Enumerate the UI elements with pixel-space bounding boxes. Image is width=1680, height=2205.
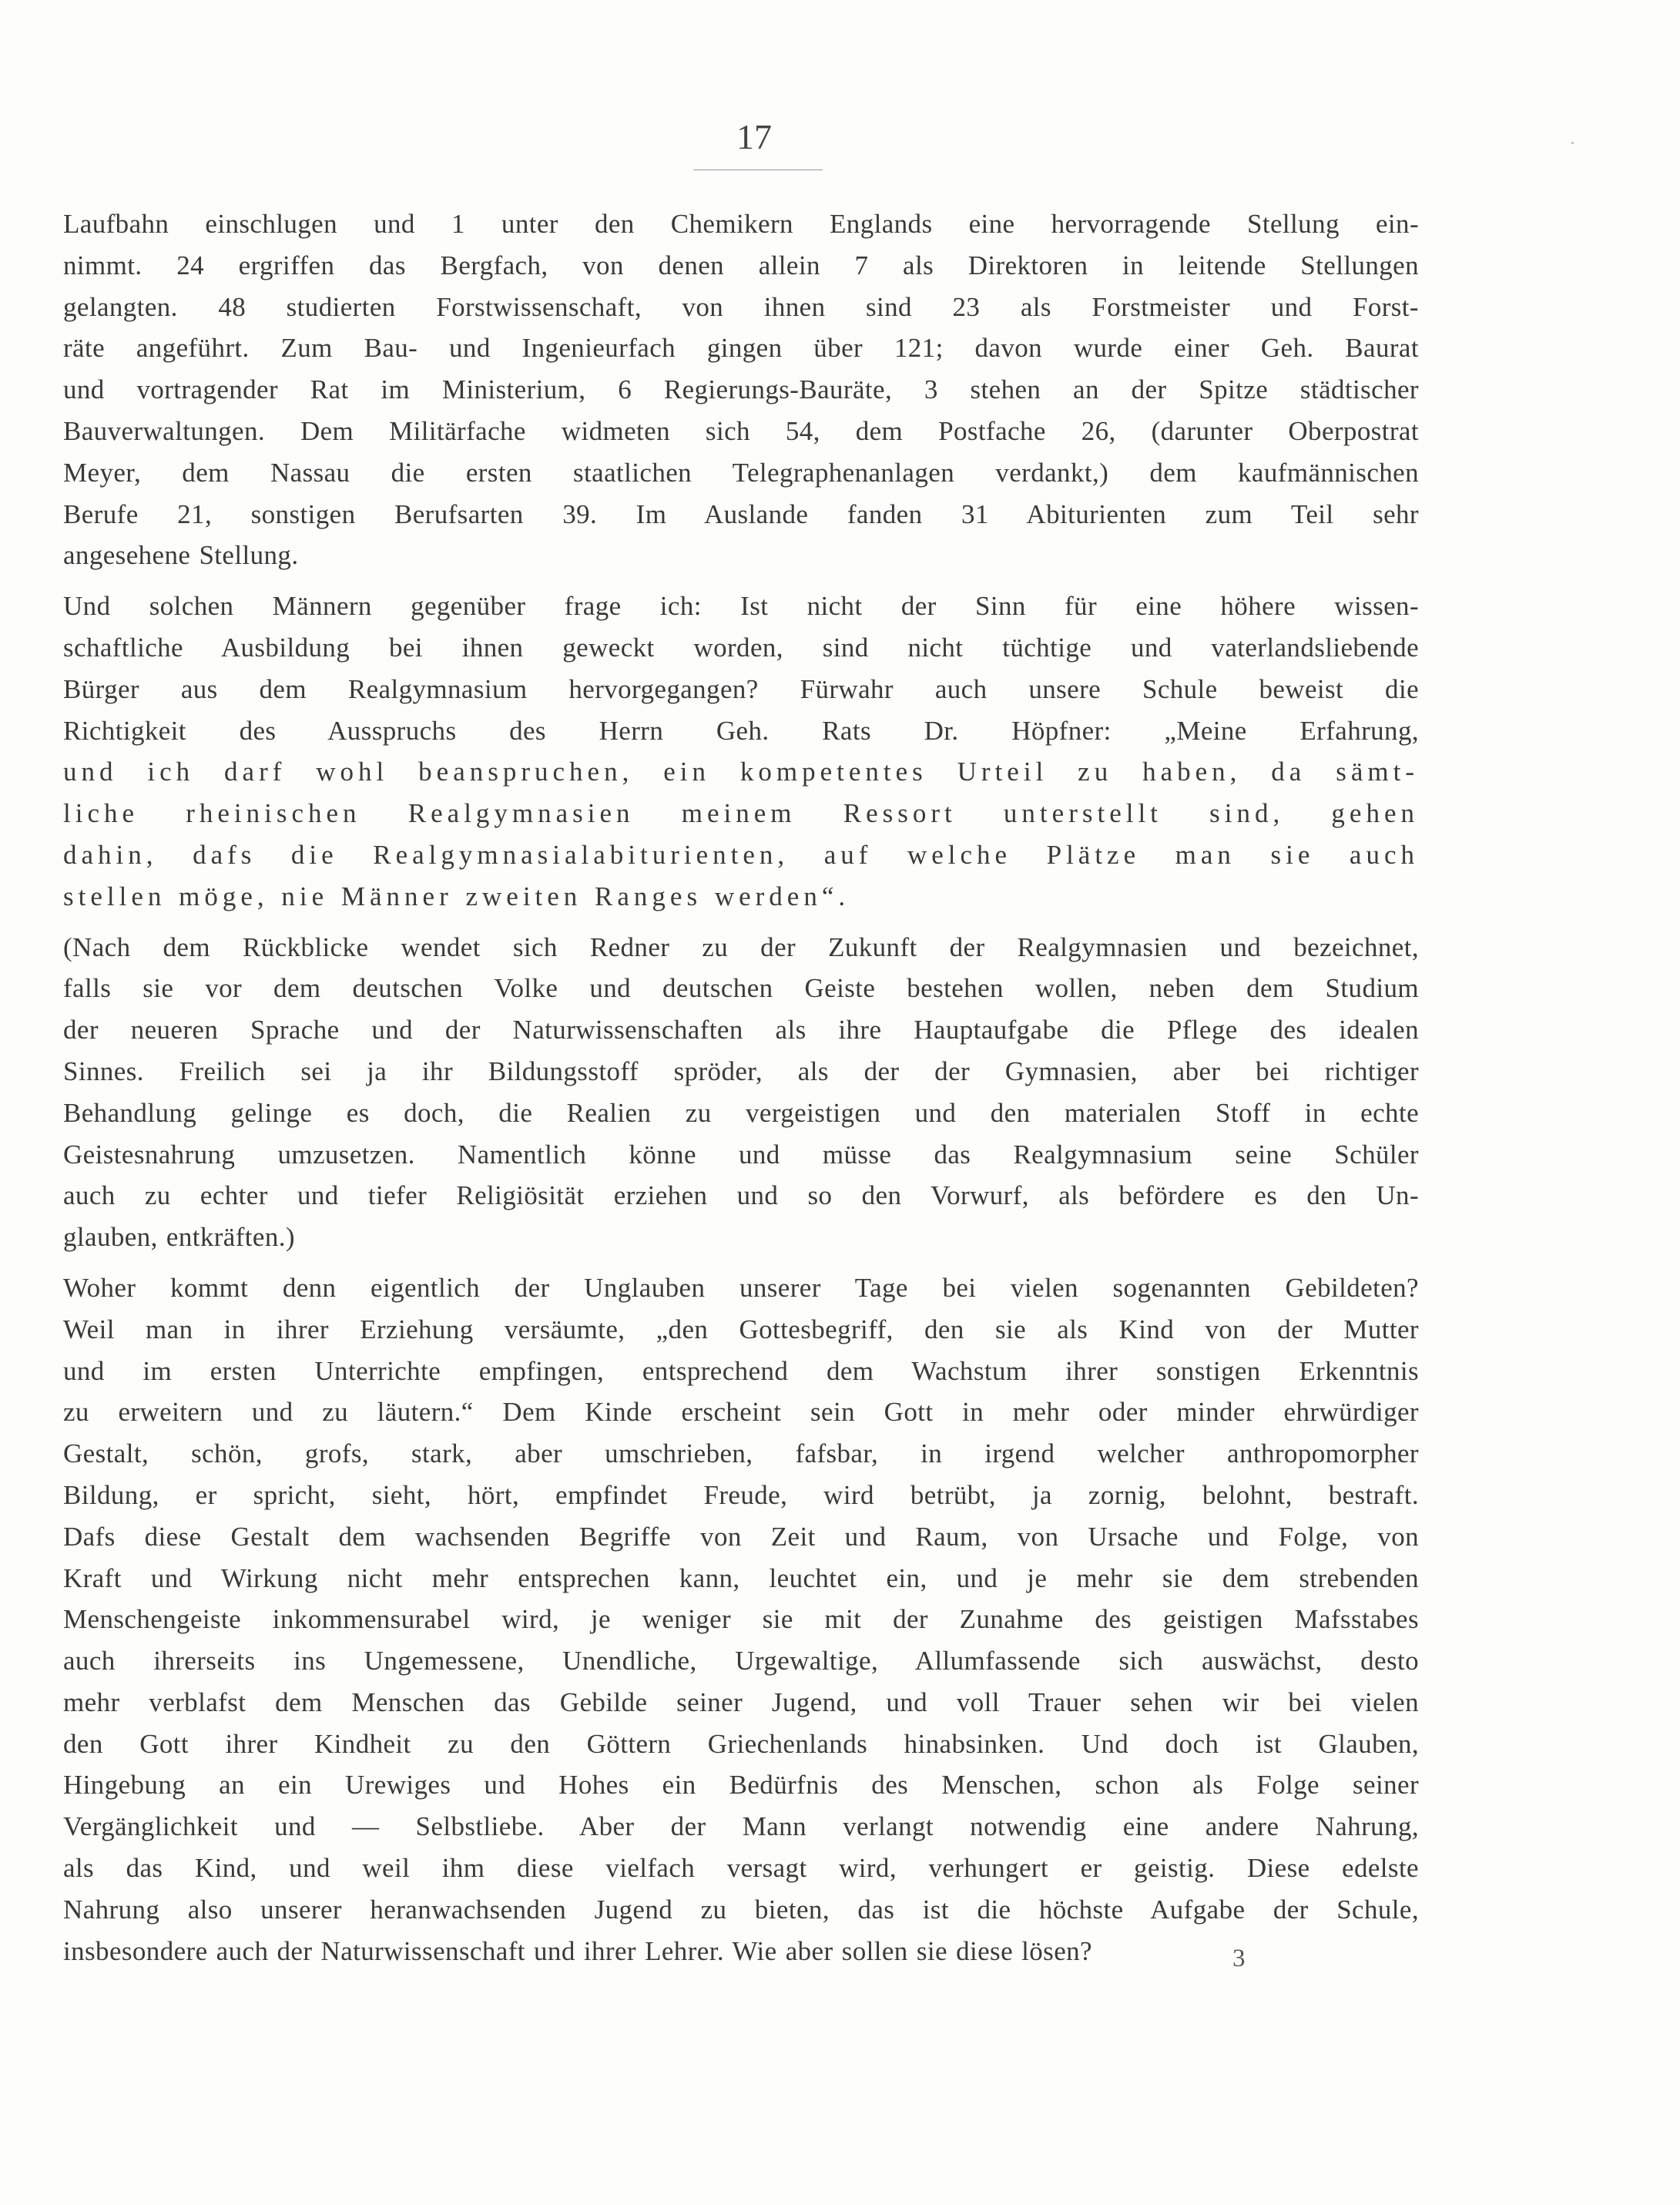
text-line: falls sie vor dem deutschen Volke und deutschen Geiste bestehen wollen, neben dem Studium	[63, 973, 1419, 1004]
paragraph	[63, 1267, 1419, 1972]
text-line: Laufbahn einschlugen und 1 unter den Chemikern Englands eine hervorragende Stellung ein-	[63, 209, 1419, 239]
signature-mark: 3	[1232, 1945, 1246, 1972]
paragraph-gap	[63, 1258, 1419, 1267]
text-line: insbesondere auch der Naturwissenschaft und ihrer Lehrer. Wie aber sollen sie diese lösen?	[63, 1935, 1092, 1966]
text-line: auch ihrerseits ins Ungemessene, Unendliche, Urgewaltige, Allumfassende sich auswächst, desto	[63, 1646, 1419, 1676]
text-line: gelangten. 48 studierten Forstwissenschaft, von ihnen sind 23 als Forstmeister und Forst-	[63, 291, 1419, 322]
text-line: dahin, dafs die Realgymnasialabiturienten, auf welche Plätze man sie auch	[63, 839, 1419, 870]
text-line: glauben, entkräften.)	[63, 1222, 295, 1253]
text-line: Und solchen Männern gegenüber frage ich: Ist nicht der Sinn für eine höhere wissen-	[63, 591, 1419, 622]
text-line: räte angeführt. Zum Bau- und Ingenieurfach gingen über 121; davon wurde einer Geh. Baurat	[63, 333, 1419, 364]
text-line: (Nach dem Rückblicke wendet sich Redner zu der Zukunft der Realgymnasien und bezeichnet,	[63, 931, 1419, 962]
text-line: Meyer, dem Nassau die ersten staatlichen Telegraphenanlagen verdankt,) dem kaufmännischen	[63, 457, 1419, 488]
text-line: Geistesnahrung umzusetzen. Namentlich könne und müsse das Realgymnasium seine Schüler	[63, 1139, 1419, 1170]
paragraph-gap	[63, 918, 1419, 927]
text-line: Behandlung gelinge es doch, die Realien zu vergeistigen und den materialen Stoff in echte	[63, 1097, 1419, 1128]
paragraph	[63, 927, 1419, 1258]
page-number: 17	[736, 117, 772, 156]
text-line: Berufe 21, sonstigen Berufsarten 39. Im Auslande fanden 31 Abiturienten zum Teil sehr	[63, 498, 1419, 529]
text-line: auch zu echter und tiefer Religiösität erziehen und so den Vorwurf, als befördere es den Un-	[63, 1180, 1419, 1211]
text-line: Bauverwaltungen. Dem Militärfache widmeten sich 54, dem Postfache 26, (darunter Oberpostrat	[63, 415, 1419, 446]
paragraph	[63, 586, 1419, 917]
text-line: angesehene Stellung.	[63, 540, 299, 571]
text-line: Weil man in ihrer Erziehung versäumte, „den Gottesbegriff, den sie als Kind von der Mutter	[63, 1314, 1419, 1344]
text-line: und im ersten Unterrichte empfingen, entsprechend dem Wachstum ihrer sonstigen Erkenntnis	[63, 1355, 1419, 1386]
text-line: Sinnes. Freilich sei ja ihr Bildungsstoff spröder, als der der Gymnasien, aber bei richtiger	[63, 1056, 1419, 1086]
text-line: und vortragender Rat im Ministerium, 6 Regierungs-Bauräte, 3 stehen an der Spitze städtischer	[63, 374, 1419, 405]
text-line: Dafs diese Gestalt dem wachsenden Begriffe von Zeit und Raum, von Ursache und Folge, von	[63, 1521, 1419, 1552]
text-line: liche rheinischen Realgymnasien meinem Ressort unterstellt sind, gehen	[63, 798, 1419, 829]
text-line: Hingebung an ein Urewiges und Hohes ein Bedürfnis des Menschen, schon als Folge seiner	[63, 1770, 1419, 1801]
paragraph-gap	[63, 576, 1419, 586]
text-line: Menschengeiste inkommensurabel wird, je weniger sie mit der Zunahme des geistigen Mafsstabes	[63, 1604, 1419, 1635]
scan-speck	[1571, 142, 1574, 144]
text-line: Bildung, er spricht, sieht, hört, empfindet Freude, wird betrübt, ja zornig, belohnt, bestraft.	[63, 1479, 1419, 1510]
text-line: als das Kind, und weil ihm diese vielfach versagt wird, verhungert er geistig. Diese edelste	[63, 1853, 1419, 1884]
text-line: Bürger aus dem Realgymnasium hervorgegangen? Fürwahr auch unsere Schule beweist die	[63, 673, 1419, 704]
paragraph	[63, 203, 1419, 576]
text-line: Nahrung also unserer heranwachsenden Jugend zu bieten, das ist die höchste Aufgabe der Schule,	[63, 1894, 1419, 1925]
text-line: der neueren Sprache und der Naturwissenschaften als ihre Hauptaufgabe die Pflege des idealen	[63, 1015, 1419, 1045]
text-line: mehr verblafst dem Menschen das Gebilde seiner Jugend, und voll Trauer sehen wir bei vielen	[63, 1686, 1419, 1717]
text-line: stellen möge, nie Männer zweiten Ranges werden“.	[63, 881, 850, 911]
text-line: Richtigkeit des Ausspruchs des Herrn Geh. Rats Dr. Höpfner: „Meine Erfahrung,	[63, 715, 1419, 746]
body-text	[63, 203, 1419, 1972]
header-rule	[693, 169, 823, 170]
text-line: Kraft und Wirkung nicht mehr entsprechen kann, leuchtet ein, und je mehr sie dem strebenden	[63, 1562, 1419, 1593]
text-line: nimmt. 24 ergriffen das Bergfach, von denen allein 7 als Direktoren in leitende Stellungen	[63, 250, 1419, 280]
text-line: Gestalt, schön, grofs, stark, aber umschrieben, fafsbar, in irgend welcher anthropomorpher	[63, 1438, 1419, 1469]
text-line: den Gott ihrer Kindheit zu den Göttern Griechenlands hinabsinken. Und doch ist Glauben,	[63, 1728, 1419, 1759]
text-line: Woher kommt denn eigentlich der Unglauben unserer Tage bei vielen sogenannten Gebildeten?	[63, 1272, 1419, 1303]
text-line: und ich darf wohl beanspruchen, ein kompetentes Urteil zu haben, da sämt-	[63, 757, 1419, 787]
text-line: Vergänglichkeit und — Selbstliebe. Aber der Mann verlangt notwendig eine andere Nahrung,	[63, 1811, 1419, 1842]
text-line: schaftliche Ausbildung bei ihnen geweckt worden, sind nicht tüchtige und vaterlandsliebende	[63, 632, 1419, 663]
text-line: zu erweitern und zu läutern.“ Dem Kinde erscheint sein Gott in mehr oder minder ehrwürdiger	[63, 1397, 1419, 1428]
